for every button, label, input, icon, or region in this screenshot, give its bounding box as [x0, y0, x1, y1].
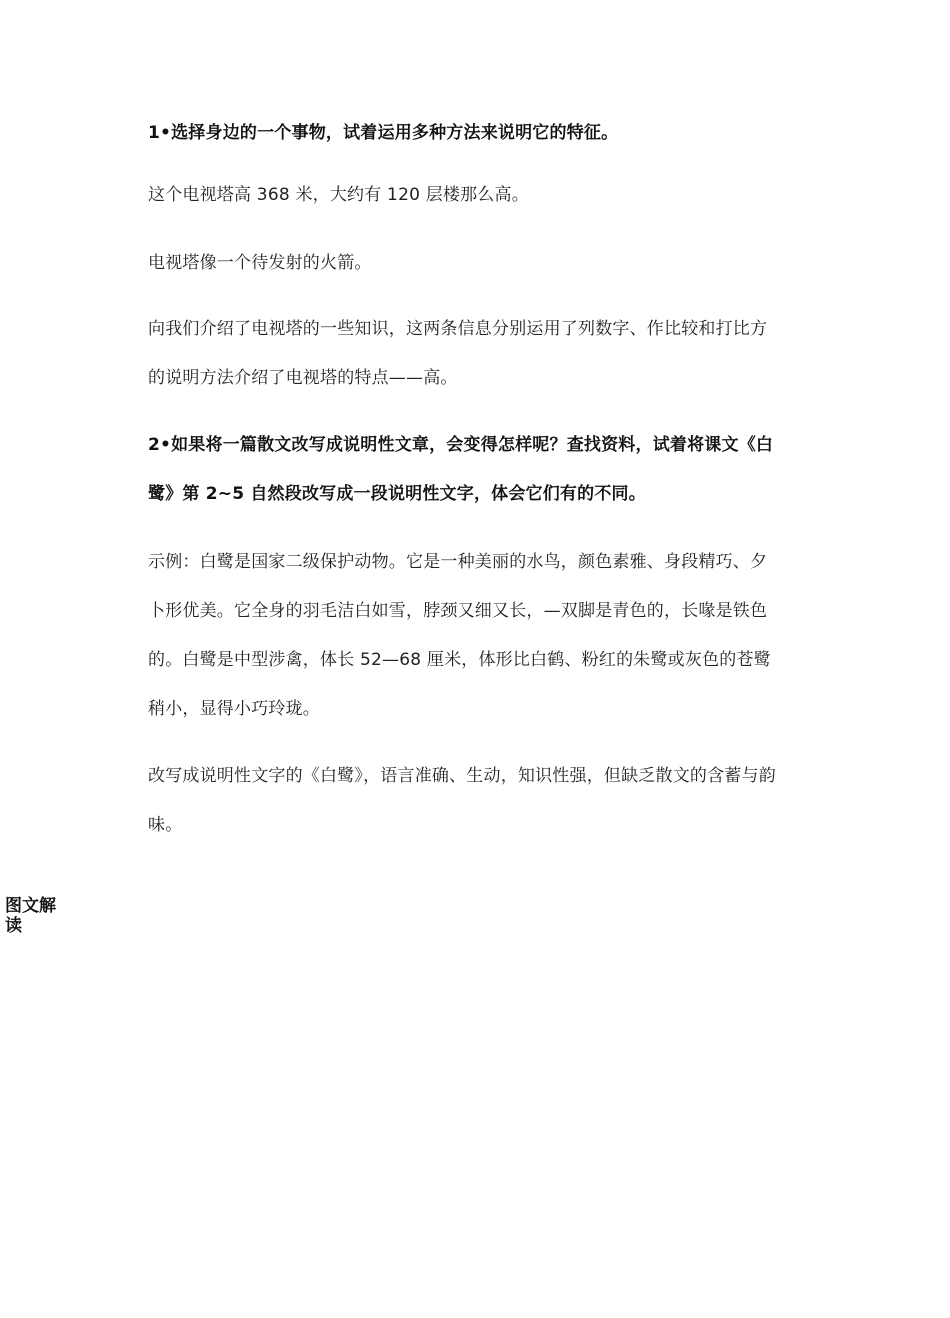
- q1-sentence-1: 这个电视塔高 368 米，大约有 120 层楼那么高。: [148, 185, 529, 205]
- side-label: 图文解读: [5, 896, 56, 936]
- q2-conclusion-line-1: 改写成说明性文字的《白鹭》，语言准确、生动，知识性强，但缺乏散文的含蓄与韵: [148, 766, 776, 786]
- q2-example-line-2: 卜形优美。它全身的羽毛洁白如雪，脖颈又细又长，—双脚是青色的，长喙是铁色: [148, 601, 768, 621]
- question-2-title-line-2: 鹭》第 2~5 自然段改写成一段说明性文字，体会它们有的不同。: [148, 484, 646, 504]
- q1-explanation-line-2: 的说明方法介绍了电视塔的特点——高。: [148, 368, 458, 388]
- question-1-title: 1•选择身边的一个事物，试着运用多种方法来说明它的特征。: [148, 123, 619, 143]
- q2-conclusion-line-2: 味。: [148, 815, 183, 835]
- q2-example-line-1: 示例：白鹭是国家二级保护动物。它是一种美丽的水鸟，颜色素雅、身段精巧、夕: [148, 552, 768, 572]
- question-2-title-line-1: 2•如果将一篇散文改写成说明性文章，会变得怎样呢？查找资料，试着将课文《白: [148, 435, 774, 455]
- q2-example-line-4: 稍小，显得小巧玲珑。: [148, 699, 320, 719]
- q1-explanation-line-1: 向我们介绍了电视塔的一些知识，这两条信息分别运用了列数字、作比较和打比方: [148, 319, 768, 339]
- q2-example-line-3: 的。白鹭是中型涉禽，体长 52—68 厘米，体形比白鹤、粉红的朱鹭或灰色的苍鹭: [148, 650, 771, 670]
- q1-sentence-2: 电视塔像一个待发射的火箭。: [148, 253, 372, 273]
